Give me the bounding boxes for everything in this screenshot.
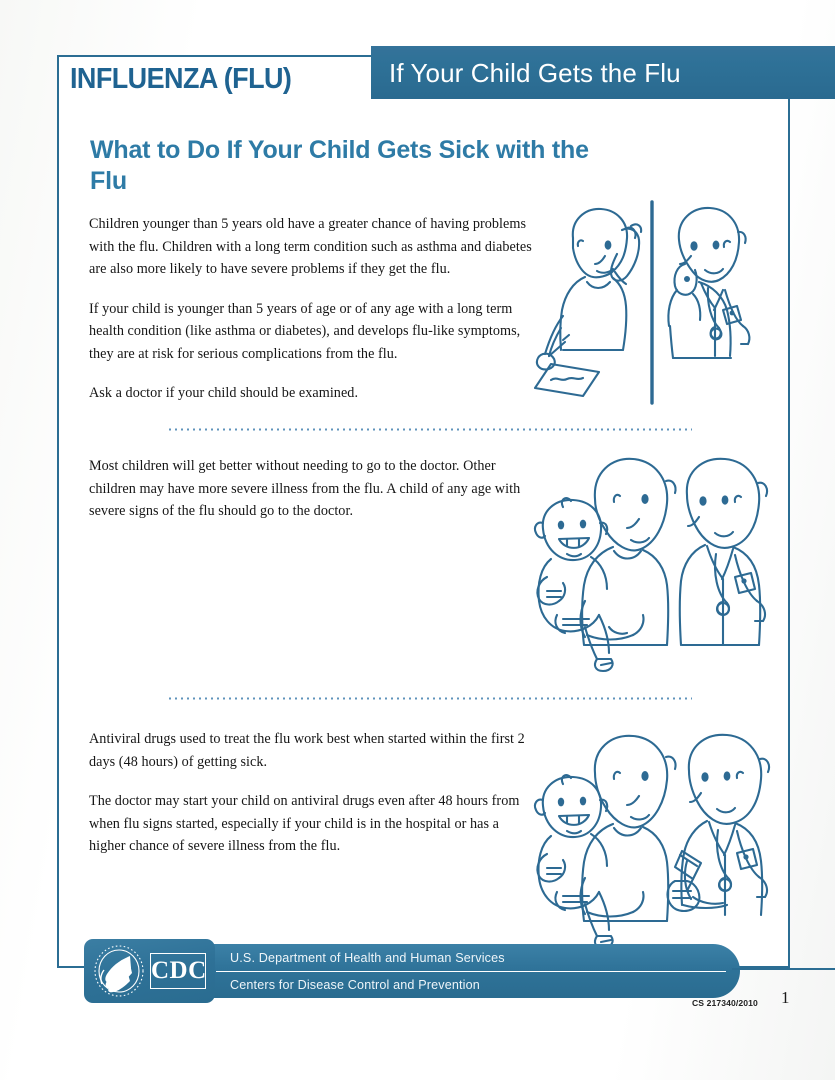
footer-agency-line-2: Centers for Disease Control and Prevention — [230, 978, 480, 992]
paragraph: The doctor may start your child on antiviral drugs even after 48 hours from when flu signs started, especially if your child is in the hospital or has a higher chance of severe illness from the flu. — [89, 793, 520, 854]
paragraph: Antiviral drugs used to treat the flu work best when started within the first 2 days (48 hours) of getting sick. — [89, 731, 525, 770]
header-title: INFLUENZA (FLU) — [70, 63, 292, 95]
paragraph: Ask a doctor if your child should be examined. — [89, 385, 359, 401]
footer-agency-line-1: U.S. Department of Health and Human Services — [230, 951, 505, 965]
paragraph: Most children will get better without needing to go to the doctor. Other children may have more severe illness from the flu. A child of any age with severe signs of the flu should go to the doctor. — [89, 458, 521, 519]
footer-rule — [732, 968, 835, 970]
page-title: What to Do If Your Child Gets Sick with the Flu — [90, 136, 589, 195]
document-footer — [84, 935, 790, 1015]
header-accent-bar — [371, 46, 835, 99]
doctor-with-medicine-bottle-illustration — [517, 731, 782, 956]
hhs-seal-icon — [90, 944, 148, 998]
section-divider — [167, 697, 692, 700]
paragraph: If your child is younger than 5 years of age or of any age with a long term health condition (like asthma or diabetes), and develops flu-like symptoms, they are at risk for serious complications from the flu. — [89, 300, 521, 362]
parent-and-doctor-on-phone-illustration — [527, 198, 777, 413]
section-3-text — [89, 728, 536, 875]
section-divider — [167, 428, 692, 431]
document-header — [57, 55, 790, 103]
footer-agency-bar — [208, 944, 740, 998]
document-content — [57, 103, 790, 923]
page-number: 1 — [781, 988, 790, 1007]
parent-holding-baby-with-doctor-illustration — [517, 451, 782, 686]
section-2-text — [89, 455, 536, 540]
header-subtitle: If Your Child Gets the Flu — [389, 58, 681, 88]
paragraph: Children younger than 5 years old have a greater chance of having problems with the flu. Children with a long term condition such as asthma and diabetes are also more likely to have severe problems if they get the flu. — [89, 216, 532, 277]
cdc-wordmark: CDC — [150, 953, 206, 989]
cs-number: CS 217340/2010 — [692, 998, 758, 1008]
section-1-text — [89, 213, 536, 422]
cdc-logo — [84, 939, 215, 1003]
